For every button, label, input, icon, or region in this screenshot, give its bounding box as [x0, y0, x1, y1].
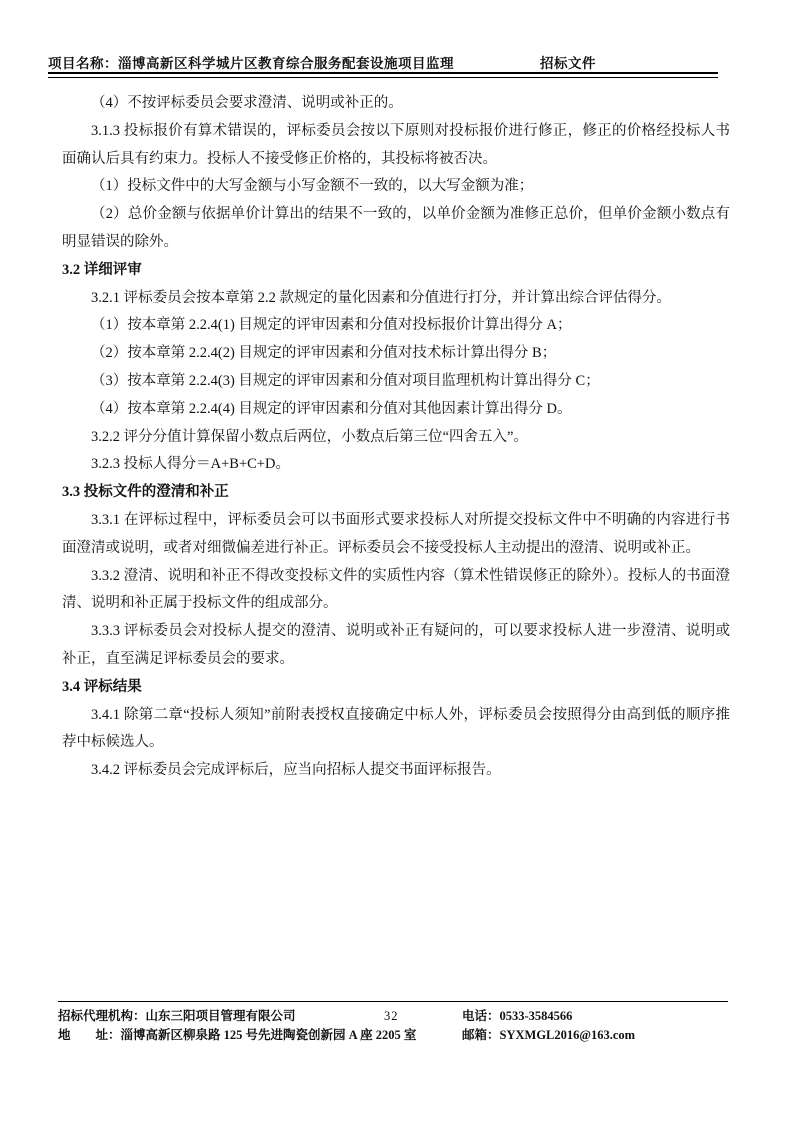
page-header	[48, 52, 718, 72]
section-heading-3-3: 3.3 投标文件的澄清和补正	[62, 484, 229, 501]
address-label: 地 址：	[58, 1027, 121, 1042]
section-heading-3-2: 3.2 详细评审	[62, 261, 142, 278]
paragraph: （4）按本章第 2.2.4(4) 目规定的评审因素和分值对其他因素计算出得分 D。	[91, 400, 572, 417]
agency-name: 山东三阳项目管理有限公司	[145, 1009, 296, 1023]
email-value: SYXMGL2016@163.com	[499, 1027, 636, 1042]
project-name-label: 项目名称：淄博高新区科学城片区教育综合服务配套设施项目监理	[48, 56, 454, 71]
page-footer	[58, 1001, 728, 1044]
paragraph: 3.3.2 澄清、说明和补正不得改变投标文件的实质性内容（算术性错误修正的除外）。投标人的书面澄清、说明和补正属于投标文件的组成部分。	[62, 567, 730, 612]
email-label: 邮箱：	[462, 1027, 500, 1042]
paragraph: （2）按本章第 2.2.4(2) 目规定的评审因素和分值对技术标计算出得分 B；	[91, 345, 557, 362]
address-value: 淄博高新区柳泉路 125 号先进陶瓷创新园 A 座 2205 室	[120, 1027, 417, 1042]
paragraph: 3.2.3 投标人得分＝A+B+C+D。	[91, 456, 290, 473]
paragraph: 3.2.1 评标委员会按本章第 2.2 款规定的量化因素和分值进行打分，并计算出综合评估得分。	[91, 289, 671, 306]
paragraph: （1）按本章第 2.2.4(1) 目规定的评审因素和分值对投标报价计算出得分 A；	[91, 317, 572, 334]
footer-row-1	[58, 1007, 728, 1026]
section-heading-3-4: 3.4 评标结果	[62, 678, 142, 695]
phone-field	[462, 1007, 572, 1026]
header-double-rule	[48, 72, 718, 78]
doc-type-label: 招标文件	[540, 56, 596, 71]
phone-value: 0533-3584566	[499, 1009, 573, 1023]
paragraph: 3.2.2 评分分值计算保留小数点后两位，小数点后第三位“四舍五入”。	[91, 428, 528, 445]
paragraph: （4）不按评标委员会要求澄清、说明或补正的。	[91, 95, 403, 111]
agency-label: 招标代理机构：	[58, 1009, 146, 1023]
paragraph: 3.4.2 评标委员会完成评标后，应当向招标人提交书面评标报告。	[91, 762, 501, 779]
paragraph: （2）总价金额与依据单价计算出的结果不一致的，以单价金额为准修正总价，但单价金额小数点有明显错误的除外。	[62, 206, 730, 250]
footer-row-2	[58, 1026, 728, 1045]
phone-label: 电话：	[462, 1009, 500, 1023]
paragraph: （3）按本章第 2.2.4(3) 目规定的评审因素和分值对项目监理机构计算出得分 C；	[91, 372, 600, 389]
paragraph: 3.4.1 除第二章“投标人须知”前附表授权直接确定中标人外，评标委员会按照得分由高到低的顺序推荐中标候选人。	[62, 706, 730, 751]
paragraph: （1）投标文件中的大写金额与小写金额不一致的，以大写金额为准；	[91, 178, 534, 195]
document-body	[62, 90, 730, 785]
email-field	[462, 1026, 635, 1045]
paragraph: 3.3.3 评标委员会对投标人提交的澄清、说明或补正有疑问的，可以要求投标人进一步澄清、说明或补正，直至满足评标委员会的要求。	[62, 623, 730, 667]
page-number: 32	[384, 1009, 399, 1023]
paragraph: 3.1.3 投标报价有算术错误的，评标委员会按以下原则对投标报价进行修正，修正的价格经投标人书面确认后具有约束力。投标人不接受修正价格的，其投标将被否决。	[62, 122, 730, 167]
paragraph: 3.3.1 在评标过程中，评标委员会可以书面形式要求投标人对所提交投标文件中不明确的内容进行书面澄清或说明，或者对细微偏差进行补正。评标委员会不接受投标人主动提出的澄清、说明或补正。	[62, 511, 730, 556]
